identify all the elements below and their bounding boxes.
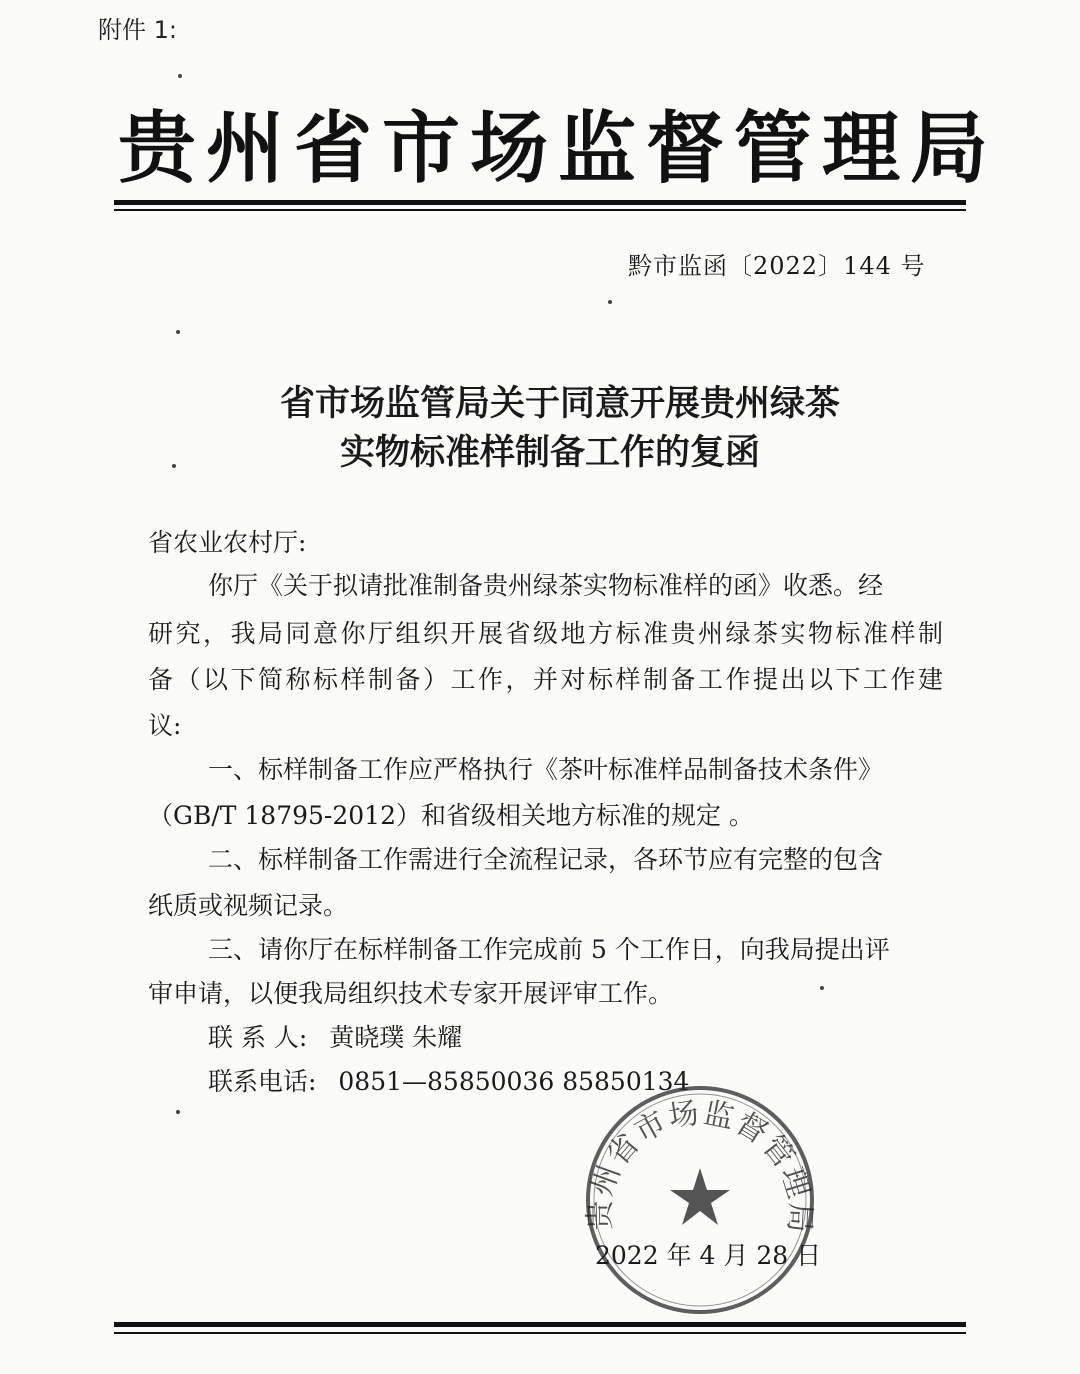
document-title-line-1: 省市场监管局关于同意开展贵州绿茶	[279, 384, 840, 424]
intro-line: 研究，我局同意你厅组织开展省级地方标准贵州绿茶实物标准样制	[148, 619, 943, 648]
scan-speck	[820, 986, 824, 990]
document-title-line-2: 实物标准样制备工作的复函	[339, 433, 760, 473]
footer-rule-thick	[114, 1322, 966, 1327]
attachment-label: 附件 1:	[98, 16, 177, 44]
item-3-line: 三、请你厅在标样制备工作完成前 5 个工作日，向我局提出评	[208, 935, 890, 964]
contact-phone-label: 联系电话:	[208, 1067, 317, 1096]
signing-date: 2022 年 4 月 28 日	[595, 1241, 822, 1270]
scan-speck	[608, 300, 612, 304]
letterhead-rule-thin	[114, 209, 966, 211]
scan-speck	[172, 464, 176, 468]
item-1-line: （GB/T 18795-2012）和省级相关地方标准的规定 。	[148, 801, 754, 830]
item-3-line: 审申请，以便我局组织技术专家开展评审工作。	[148, 979, 674, 1008]
contact-person-row	[208, 1018, 462, 1054]
official-seal	[580, 1080, 820, 1320]
contact-person-names: 黄晓璞 朱耀	[329, 1023, 463, 1052]
item-2-line: 纸质或视频记录。	[148, 891, 349, 920]
intro-line: 备（以下简称标样制备）工作，并对标样制备工作提出以下工作建	[148, 665, 943, 694]
scan-speck	[176, 1110, 180, 1114]
item-1-line: 一、标样制备工作应严格执行《茶叶标准样品制备技术条件》	[208, 755, 884, 784]
scan-speck	[176, 330, 180, 334]
scan-speck	[178, 74, 182, 78]
contact-phone-numbers: 0851—85850036 85850134	[338, 1067, 690, 1096]
document-number: 黔市监函〔2022〕144 号	[628, 252, 926, 280]
salutation: 省农业农村厅:	[148, 528, 307, 557]
letterhead-org-name: 贵州省市场监督管理局	[118, 104, 999, 194]
seal-star-icon	[670, 1168, 730, 1225]
intro-line: 你厅《关于拟请批准制备贵州绿茶实物标准样的函》收悉。经	[208, 571, 884, 600]
item-2-line: 二、标样制备工作需进行全流程记录，各环节应有完整的包含	[208, 845, 884, 874]
seal-text: 贵州省市场监督管理局	[582, 1095, 818, 1236]
intro-line: 议:	[148, 711, 182, 740]
footer-rule-thin	[114, 1332, 966, 1334]
letterhead-rule-thick	[114, 200, 966, 205]
contact-person-label: 联 系 人:	[208, 1023, 308, 1052]
